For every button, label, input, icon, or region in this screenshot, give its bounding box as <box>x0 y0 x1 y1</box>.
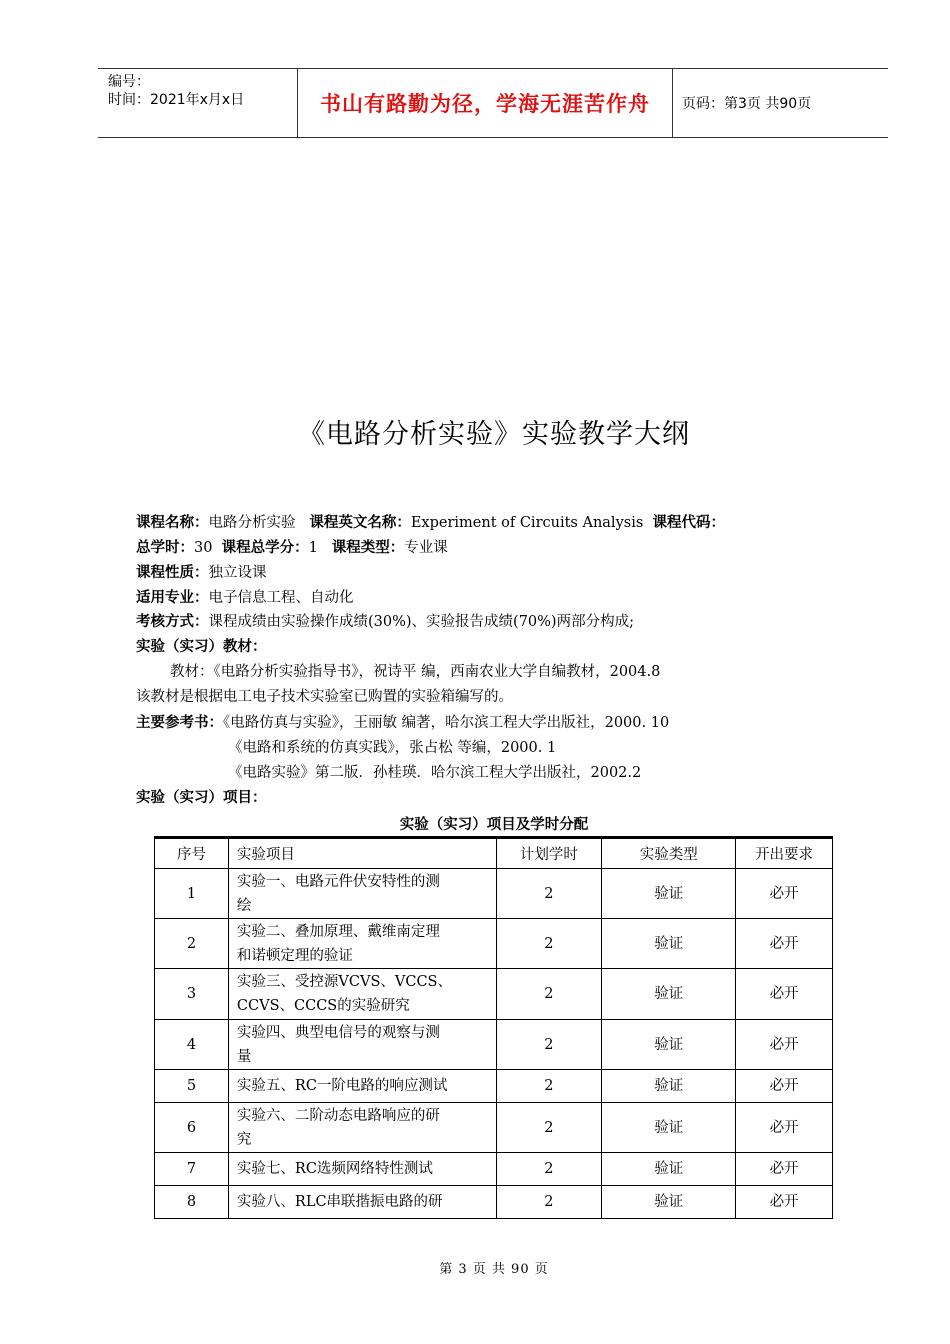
row-req: 必开 <box>736 969 833 1020</box>
row-hours: 2 <box>496 1103 602 1153</box>
course-line-6 <box>136 637 267 657</box>
row-project-line1: 实验三、受控源VCVS、VCCS、 <box>236 974 452 990</box>
table-row <box>155 919 833 969</box>
table-header-row <box>155 838 833 869</box>
row-project <box>228 869 496 919</box>
course-textbook-line2: 该教材是根据电工电子技术实验室已购置的实验箱编写的。 <box>136 689 513 705</box>
row-req: 必开 <box>736 1103 833 1153</box>
course-major-label: 适用专业： <box>136 590 209 606</box>
row-type: 验证 <box>602 1186 736 1219</box>
course-nature-label: 课程性质： <box>136 565 209 581</box>
row-req: 必开 <box>736 1070 833 1103</box>
course-ref-3: 《电路实验》第二版．孙桂瑛．哈尔滨工程大学出版社，2002.2 <box>228 765 642 781</box>
course-name-label: 课程名称： <box>136 515 209 531</box>
row-project <box>228 969 496 1020</box>
row-project: 实验七、RC选频网络特性测试 <box>228 1153 496 1186</box>
table-caption: 实验（实习）项目及学时分配 <box>399 817 589 833</box>
header-meta <box>98 69 298 137</box>
course-ref-1: 《电路仿真与实验》，王丽敏 编著，哈尔滨工程大学出版社，2000. 10 <box>223 715 670 731</box>
course-line-5 <box>136 612 634 632</box>
course-nature: 独立设课 <box>208 565 267 581</box>
row-type: 验证 <box>602 869 736 919</box>
table-row <box>155 1153 833 1186</box>
row-req: 必开 <box>736 869 833 919</box>
course-en-label: 课程英文名称： <box>309 515 411 531</box>
row-project: 实验八、RLC串联揩振电路的研 <box>228 1186 496 1219</box>
row-req: 必开 <box>736 1020 833 1070</box>
row-project: 实验五、RC一阶电路的响应测试 <box>228 1070 496 1103</box>
row-project-line1: 实验四、典型电信号的观察与测 <box>236 1024 440 1041</box>
table-row <box>155 1186 833 1219</box>
row-hours: 2 <box>496 1153 602 1186</box>
col-header-project: 实验项目 <box>228 838 496 869</box>
table-row <box>155 1020 833 1070</box>
course-hours: 30 <box>194 540 213 556</box>
col-header-req: 开出要求 <box>736 838 833 869</box>
course-credits-label: 课程总学分： <box>221 540 309 556</box>
row-hours: 2 <box>496 869 602 919</box>
row-hours: 2 <box>496 1070 602 1103</box>
row-project-line1: 实验一、电路元件伏安特性的测 <box>236 873 440 890</box>
course-refs-label: 主要参考书： <box>136 715 223 731</box>
col-header-no: 序号 <box>155 838 229 869</box>
course-credits: 1 <box>308 540 318 556</box>
row-project <box>228 1020 496 1070</box>
course-hours-label: 总学时： <box>136 540 194 556</box>
col-header-type: 实验类型 <box>602 838 736 869</box>
page-footer: 第 3 页 共 90 页 <box>439 1262 549 1277</box>
header-page-info: 页码：第3页 共90页 <box>682 96 812 112</box>
row-project-line1: 实验六、二阶动态电路响应的研 <box>236 1107 440 1124</box>
row-req: 必开 <box>736 1153 833 1186</box>
course-projects-label: 实验（实习）项目： <box>136 790 267 806</box>
course-textbook-line1: 教材：《电路分析实验指导书》，祝诗平 编，西南农业大学自编教材，2004.8 <box>170 664 661 680</box>
row-type: 验证 <box>602 919 736 969</box>
row-project-line2: 量 <box>236 1048 252 1065</box>
row-no: 1 <box>155 869 229 919</box>
row-no: 5 <box>155 1070 229 1103</box>
row-hours: 2 <box>496 1020 602 1070</box>
course-textbook-label: 实验（实习）教材： <box>136 639 267 655</box>
col-header-hours: 计划学时 <box>496 838 602 869</box>
row-no: 7 <box>155 1153 229 1186</box>
course-major: 电子信息工程、自动化 <box>208 590 354 606</box>
course-assess: 课程成绩由实验操作成绩(30%)、实验报告成绩(70%)两部分构成; <box>208 614 634 630</box>
row-project-line2: 绘 <box>236 897 252 914</box>
row-no: 3 <box>155 969 229 1020</box>
header-time: 时间：2021年x月x日 <box>108 92 245 108</box>
course-en: Experiment of Circuits Analysis <box>410 515 644 531</box>
row-project-line1: 实验二、叠加原理、戴维南定理 <box>236 923 440 940</box>
row-type: 验证 <box>602 1103 736 1153</box>
header-motto: 书山有路勤为径，学海无涯苦作舟 <box>298 69 673 137</box>
page-header <box>98 68 888 138</box>
row-no: 2 <box>155 919 229 969</box>
row-req: 必开 <box>736 919 833 969</box>
course-line-2 <box>136 538 448 558</box>
course-type-label: 课程类型： <box>331 540 405 556</box>
row-hours: 2 <box>496 969 602 1020</box>
course-code-label: 课程代码： <box>652 515 725 531</box>
header-number: 编号： <box>108 74 150 90</box>
row-no: 6 <box>155 1103 229 1153</box>
row-project <box>228 1103 496 1153</box>
row-type: 验证 <box>602 1070 736 1103</box>
row-type: 验证 <box>602 1020 736 1070</box>
course-line-1 <box>136 513 725 533</box>
document-title: 《电路分析实验》实验教学大纲 <box>298 419 690 450</box>
course-line-projects <box>136 788 267 808</box>
course-name: 电路分析实验 <box>208 515 296 531</box>
row-req: 必开 <box>736 1186 833 1219</box>
row-no: 8 <box>155 1186 229 1219</box>
table-row <box>155 1103 833 1153</box>
lab-schedule-table <box>154 836 833 1219</box>
course-line-4 <box>136 588 354 608</box>
row-project-line2: 究 <box>236 1131 252 1148</box>
row-no: 4 <box>155 1020 229 1070</box>
row-type: 验证 <box>602 969 736 1020</box>
row-project <box>228 919 496 969</box>
course-assess-label: 考核方式： <box>136 614 209 630</box>
course-type: 专业课 <box>404 540 448 556</box>
course-ref-2: 《电路和系统的仿真实践》，张占松 等编，2000. 1 <box>228 740 557 756</box>
row-project-line2: CCVS、CCCS的实验研究 <box>236 998 410 1014</box>
course-line-3 <box>136 563 267 583</box>
row-type: 验证 <box>602 1153 736 1186</box>
row-project-line2: 和诺顿定理的验证 <box>236 947 353 964</box>
table-row <box>155 1070 833 1103</box>
row-hours: 2 <box>496 919 602 969</box>
table-row <box>155 969 833 1020</box>
row-hours: 2 <box>496 1186 602 1219</box>
table-row <box>155 869 833 919</box>
course-line-refs <box>136 713 669 733</box>
